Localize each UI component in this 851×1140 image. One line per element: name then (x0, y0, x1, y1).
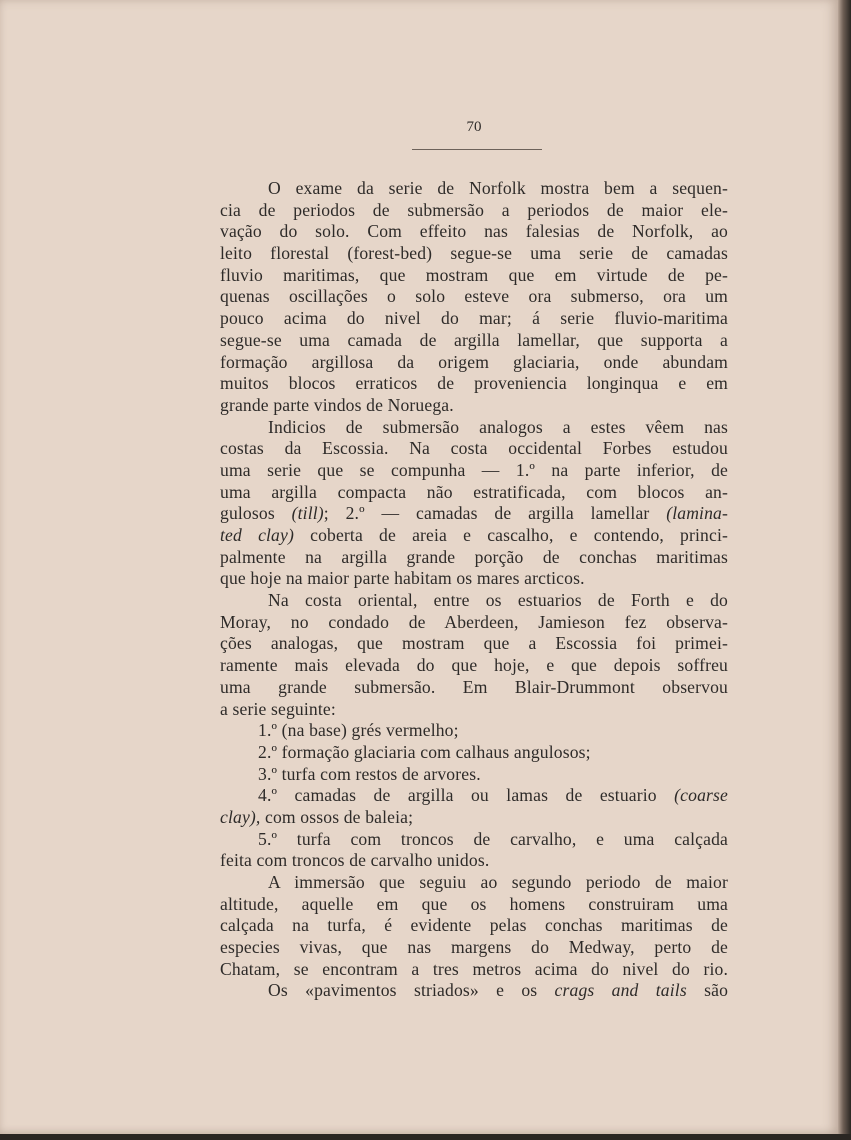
text-line (220, 807, 728, 829)
text-line: especies vivas, que nas margens do Medway, perto de (220, 937, 728, 958)
body-text (220, 178, 728, 1002)
text-line: calçada na turfa, é evidente pelas conchas maritimas de (220, 915, 728, 936)
text-run: 4.º camadas de argilla ou lamas de estuario (258, 785, 675, 806)
text-run: Os «pavimentos striados» e os (268, 980, 555, 1001)
text-run: ; 2.º — camadas de argilla lamellar (323, 503, 667, 524)
text-line: muitos blocos erraticos de proveniencia longinqua e em (220, 373, 728, 394)
page-number: 70 (466, 119, 482, 135)
text-run: coberta de areia e cascalho, e contendo, princi- (293, 525, 729, 545)
text-line: leito florestal (forest-bed) segue-se uma serie de camadas (220, 243, 728, 264)
page-edge-shadow (838, 0, 851, 1140)
list-item: 2.º formação glaciaria com calhaus angulosos; (258, 741, 591, 762)
text-line: Chatam, se encontram a tres metros acima do nivel do rio. (220, 958, 728, 979)
text-line: Indicios de submersão analogos a estes vêem nas (268, 416, 728, 437)
text-line: uma serie que se compunha — 1.º na parte inferior, de (220, 459, 728, 480)
page-bottom-edge (0, 1134, 851, 1140)
italic-term: clay), (220, 806, 261, 827)
text-line: quenas oscillações o solo esteve ora submerso, ora um (220, 286, 728, 307)
italic-term: (till) (291, 503, 324, 524)
text-line: uma grande submersão. Em Blair-Drummont observou (220, 676, 728, 697)
text-line: segue-se uma camada de argilla lamellar, que supporta a (220, 329, 728, 350)
text-line: uma argilla compacta não estratificada, com blocos an- (220, 481, 728, 502)
text-line: O exame da serie de Norfolk mostra bem a sequen- (268, 178, 728, 198)
text-line: feita com troncos de carvalho unidos. (220, 850, 490, 871)
list-item (220, 785, 728, 807)
text-line: a serie seguinte: (220, 698, 336, 719)
text-line: que hoje na maior parte habitam os mares arcticos. (220, 568, 585, 589)
italic-term: ted clay) (220, 525, 294, 545)
text-line: altitude, aquelle em que os homens construiram uma (220, 893, 728, 914)
italic-term: crags and tails (554, 980, 687, 1001)
text-line: pouco acima do nivel do mar; á serie fluvio-maritima (220, 308, 728, 329)
text-line: fluvio maritimas, que mostram que em virtude de pe- (220, 264, 728, 285)
text-line: costas da Escossia. Na costa occidental Forbes estudou (220, 438, 728, 459)
italic-term: (coarse (674, 785, 728, 806)
list-item: 1.º (na base) grés vermelho; (258, 720, 459, 741)
text-run: são (686, 980, 729, 1001)
header-rule (412, 149, 542, 150)
text-line (220, 525, 728, 547)
text-line: formação argillosa da origem glaciaria, onde abundam (220, 351, 728, 372)
italic-term: (lamina- (666, 503, 728, 524)
text-line: ramente mais elevada do que hoje, e que depois soffreu (220, 655, 728, 676)
text-run: com ossos de baleia; (260, 806, 414, 827)
list-item: 5.º turfa com troncos de carvalho, e uma calçada (258, 828, 728, 849)
text-line: Moray, no condado de Aberdeen, Jamieson fez observa- (220, 611, 728, 632)
text-line: A immersão que seguiu ao segundo periodo de maior (268, 872, 728, 892)
text-line: grande parte vindos de Noruega. (220, 394, 454, 415)
text-line: palmente na argilla grande porção de conchas maritimas (220, 546, 728, 567)
text-line: vação do solo. Com effeito nas falesias de Norfolk, ao (220, 221, 728, 242)
text-line (220, 980, 728, 1002)
text-line: ções analogas, que mostram que a Escossia foi primei- (220, 633, 728, 654)
text-line: cia de periodos de submersão a periodos de maior ele- (220, 199, 728, 220)
list-item: 3.º turfa com restos de arvores. (258, 763, 481, 784)
text-line: Na costa oriental, entre os estuarios de Forth e do (268, 590, 728, 611)
text-run: gulosos (220, 503, 292, 524)
text-line (220, 503, 728, 525)
